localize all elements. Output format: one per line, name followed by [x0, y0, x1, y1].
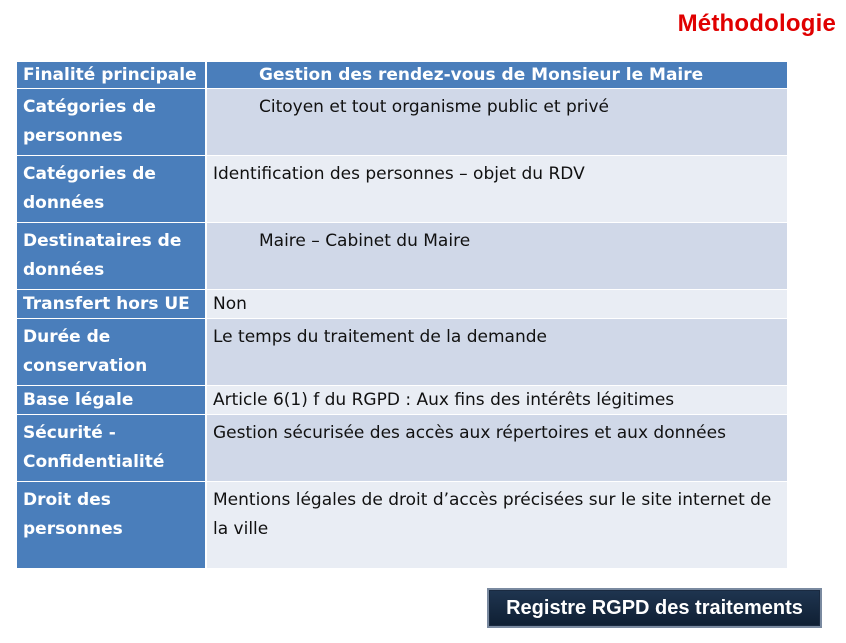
table-row [17, 89, 787, 156]
table-header-row [17, 62, 787, 89]
row-value: Gestion sécurisée des accès aux répertoires et aux données [206, 415, 787, 482]
row-key: Base légale [17, 386, 206, 415]
row-value: Non [206, 290, 787, 319]
row-value: Identification des personnes – objet du RDV [206, 156, 787, 223]
table-row [17, 415, 787, 482]
row-key: Destinataires de données [17, 223, 206, 290]
treatment-table [17, 62, 787, 569]
row-key: Droit des personnes [17, 482, 206, 569]
row-key: Transfert hors UE [17, 290, 206, 319]
table-row [17, 386, 787, 415]
row-key: Catégories de données [17, 156, 206, 223]
page-title: Méthodologie [677, 10, 836, 37]
table-row [17, 290, 787, 319]
registre-rgpd-button[interactable]: Registre RGPD des traitements [487, 588, 822, 628]
row-value: Maire – Cabinet du Maire [206, 223, 787, 290]
row-value: Le temps du traitement de la demande [206, 319, 787, 386]
row-value: Article 6(1) f du RGPD : Aux fins des intérêts légitimes [206, 386, 787, 415]
table-row [17, 223, 787, 290]
row-key: Durée de conservation [17, 319, 206, 386]
table-row [17, 319, 787, 386]
header-value: Gestion des rendez-vous de Monsieur le Maire [206, 62, 787, 89]
header-key: Finalité principale [17, 62, 206, 89]
row-key: Sécurité - Confidentialité [17, 415, 206, 482]
table-row [17, 156, 787, 223]
row-value: Citoyen et tout organisme public et privé [206, 89, 787, 156]
row-key: Catégories de personnes [17, 89, 206, 156]
row-value: Mentions légales de droit d’accès précisées sur le site internet de la ville [206, 482, 787, 569]
table-row [17, 482, 787, 569]
